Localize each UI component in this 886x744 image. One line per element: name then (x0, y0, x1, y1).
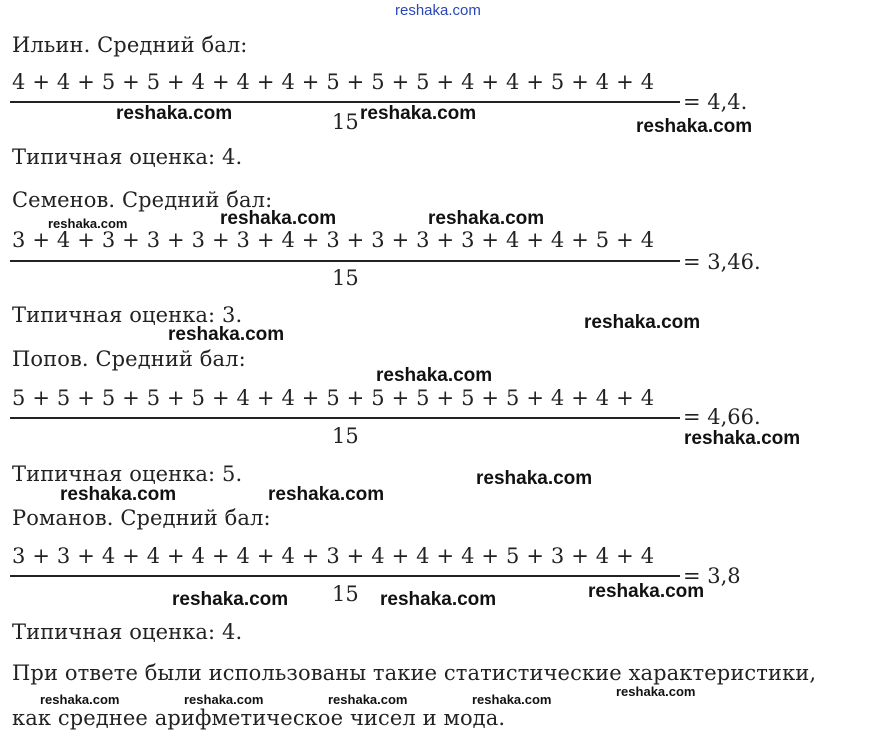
student-heading-ilyin: Ильин. Средний бал: (12, 33, 248, 57)
denominator-popov: 15 (332, 424, 359, 448)
watermark: reshaka.com (168, 324, 285, 345)
watermark: reshaka.com (376, 365, 493, 386)
result-ilyin: = 4,4. (683, 90, 748, 114)
result-popov: = 4,66. (683, 405, 761, 429)
watermark: reshaka.com (584, 312, 701, 333)
numerator-popov: 5 + 5 + 5 + 5 + 5 + 4 + 4 + 5 + 5 + 5 + 5 + 5 + 4 + 4 + 4 (12, 386, 655, 410)
watermark: reshaka.com (172, 589, 289, 610)
student-heading-semenov: Семенов. Средний бал: (12, 188, 273, 212)
watermark: reshaka.com (476, 468, 593, 489)
typical-grade-semenov: Типичная оценка: 3. (12, 303, 243, 327)
conclusion-line-1: При ответе были использованы такие статистические характеристики, (12, 661, 817, 685)
watermark: reshaka.com (588, 581, 705, 602)
result-romanov: = 3,8 (683, 564, 741, 588)
denominator-romanov: 15 (332, 582, 359, 606)
site-header-watermark: reshaka.com (395, 2, 481, 19)
watermark: reshaka.com (268, 484, 385, 505)
watermark: reshaka.com (220, 208, 337, 229)
typical-grade-ilyin: Типичная оценка: 4. (12, 145, 243, 169)
fraction-bar-romanov (10, 575, 680, 577)
numerator-romanov: 3 + 3 + 4 + 4 + 4 + 4 + 4 + 3 + 4 + 4 + 4 + 5 + 3 + 4 + 4 (12, 544, 655, 568)
watermark: reshaka.com (48, 216, 128, 231)
watermark: reshaka.com (60, 484, 177, 505)
watermark: reshaka.com (40, 692, 120, 707)
denominator-semenov: 15 (332, 266, 359, 290)
watermark: reshaka.com (116, 103, 233, 124)
numerator-semenov: 3 + 4 + 3 + 3 + 3 + 3 + 4 + 3 + 3 + 3 + 3 + 4 + 4 + 5 + 4 (12, 228, 655, 252)
student-heading-popov: Попов. Средний бал: (12, 347, 246, 371)
watermark: reshaka.com (636, 116, 753, 137)
watermark: reshaka.com (380, 589, 497, 610)
watermark: reshaka.com (428, 208, 545, 229)
watermark: reshaka.com (616, 684, 696, 699)
watermark: reshaka.com (360, 103, 477, 124)
watermark: reshaka.com (328, 692, 408, 707)
watermark: reshaka.com (684, 428, 801, 449)
denominator-ilyin: 15 (332, 110, 359, 134)
fraction-bar-popov (10, 417, 680, 419)
numerator-ilyin: 4 + 4 + 5 + 5 + 4 + 4 + 4 + 5 + 5 + 5 + 4 + 4 + 5 + 4 + 4 (12, 70, 655, 94)
result-semenov: = 3,46. (683, 250, 761, 274)
student-heading-romanov: Романов. Средний бал: (12, 506, 271, 530)
typical-grade-romanov: Типичная оценка: 4. (12, 620, 243, 644)
watermark: reshaka.com (184, 692, 264, 707)
fraction-bar-ilyin (10, 101, 680, 103)
watermark: reshaka.com (472, 692, 552, 707)
fraction-bar-semenov (10, 260, 680, 262)
typical-grade-popov: Типичная оценка: 5. (12, 462, 243, 486)
conclusion-line-2: как среднее арифметическое чисел и мода. (12, 706, 506, 730)
